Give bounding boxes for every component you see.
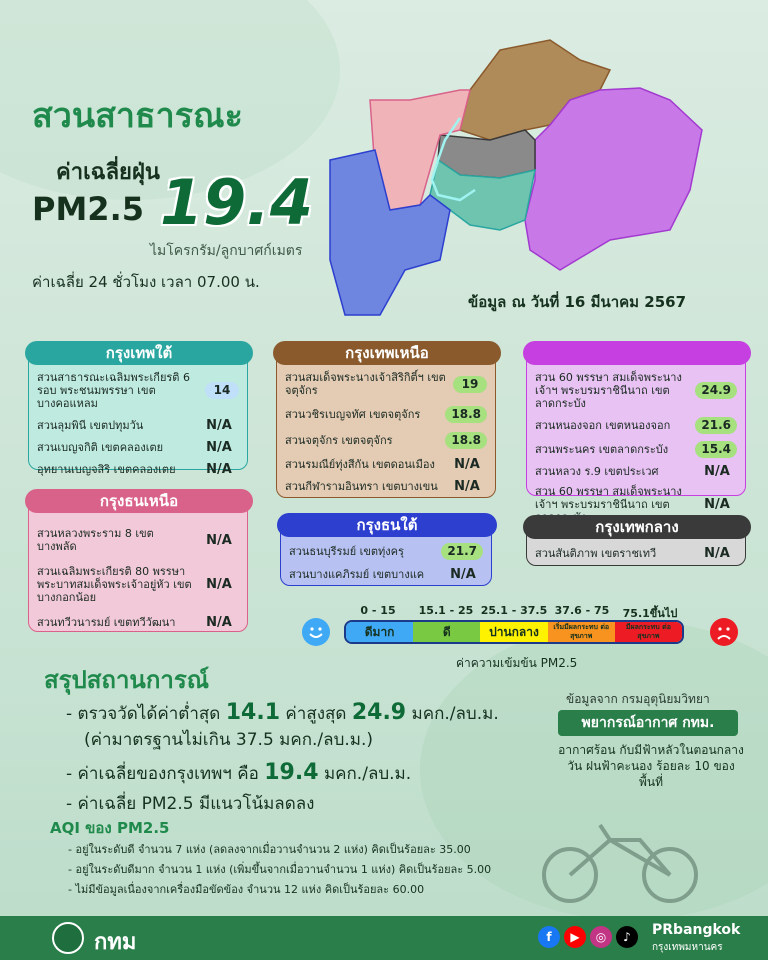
aqi-line: - ไม่มีข้อมูลเนื่องจากเครื่องมือขัดข้อง จำนวน 12 แห่ง คิดเป็นร้อยละ 60.00 <box>68 883 425 896</box>
panel-south <box>28 344 248 477</box>
unit-label: ไมโครกรัม/ลูกบาศก์เมตร <box>150 243 303 259</box>
panel-title: กรุงเทพเหนือ <box>273 341 501 365</box>
panel-north <box>276 344 496 498</box>
list-item <box>37 616 239 629</box>
panel-east <box>526 350 746 512</box>
summary-avg: 19.4 <box>264 760 319 785</box>
list-item <box>289 543 483 560</box>
list-item <box>285 432 487 449</box>
weather-title: พยากรณ์อากาศ กทม. <box>558 710 738 736</box>
park-name: สวน 60 พรรษา สมเด็จพระนางเจ้าฯ พระบรมราชินีนาถ เขตลาดกระบัง <box>535 371 682 410</box>
pm-average-value: 19.4 <box>160 166 313 239</box>
scale-range: 75.1ขึ้นไป <box>622 607 678 620</box>
scale-level: เริ่มมีผลกระทบ ต่อสุขภาพ <box>548 622 615 642</box>
summary-min: 14.1 <box>225 700 280 725</box>
park-value: N/A <box>206 615 232 630</box>
pm-scale-bar <box>344 620 684 644</box>
bangkok-district-map <box>310 30 720 320</box>
list-item <box>535 465 737 478</box>
park-name: สวนลุมพินี เขตปทุมวัน <box>37 419 144 432</box>
sad-face-icon <box>710 618 738 646</box>
park-value: N/A <box>206 532 232 548</box>
tiktok-icon[interactable]: ♪ <box>616 926 638 948</box>
scale-range: 37.6 - 75 <box>554 604 610 617</box>
summary-text: - ค่าเฉลี่ยของกรุงเทพฯ คือ <box>66 764 259 784</box>
park-name: สวนสาธารณะเฉลิมพระเกียรติ 6 รอบ พระชนมพรรษา เขตบางคอแหลม <box>37 371 190 410</box>
park-value: N/A <box>454 457 480 472</box>
park-name: สวนทวีวนารมย์ เขตทวีวัฒนา <box>37 616 176 629</box>
scale-range: 25.1 - 37.5 <box>480 604 548 617</box>
youtube-icon[interactable]: ▶ <box>564 926 586 948</box>
list-item <box>289 568 483 581</box>
scale-range: 0 - 15 <box>360 604 396 617</box>
list-item <box>37 463 239 476</box>
park-name: สวนหนองจอก เขตหนองจอก <box>535 419 671 432</box>
panel-title: กรุงเทพใต้ <box>25 341 253 365</box>
list-item <box>37 441 239 454</box>
panel-thonburi-north <box>28 492 248 632</box>
park-value: N/A <box>450 567 476 582</box>
list-item <box>37 565 239 604</box>
facebook-icon[interactable]: f <box>538 926 560 948</box>
park-name: สวนกีฬารามอินทรา เขตบางเขน <box>285 480 438 493</box>
park-value: N/A <box>206 577 232 592</box>
summary-line-1 <box>66 700 499 727</box>
park-value: N/A <box>704 497 730 512</box>
park-value: N/A <box>206 462 232 477</box>
pr-subtitle: กรุงเทพมหานคร <box>652 942 723 953</box>
list-item <box>535 417 737 434</box>
list-item <box>285 458 487 471</box>
park-value: N/A <box>704 464 730 479</box>
happy-face-icon <box>302 618 330 646</box>
summary-unit: มคก./ลบ.ม. <box>323 764 412 784</box>
park-value: N/A <box>206 418 232 433</box>
list-item <box>285 480 487 493</box>
park-value: N/A <box>704 546 730 561</box>
park-value: 15.4 <box>695 441 737 458</box>
panel-title <box>523 341 751 365</box>
list-item <box>535 371 737 410</box>
scale-caption: ค่าความเข้มข้น PM2.5 <box>456 656 578 670</box>
summary-text: - ตรวจวัดได้ค่าต่ำสุด <box>66 704 221 724</box>
park-name: สวนหลวงพระราม 8 เขตบางพลัด <box>37 527 154 553</box>
aqi-line: - อยู่ในระดับดี จำนวน 7 แห่ง (ลดลงจากเมื่อวานจำนวน 2 แห่ง) คิดเป็นร้อยละ 35.00 <box>68 843 471 856</box>
park-name: สวนจตุจักร เขตจตุจักร <box>285 434 393 447</box>
park-name: สวนสมเด็จพระนางเจ้าสิริกิติ์ฯ เขตจตุจักร <box>285 371 446 397</box>
park-value: N/A <box>206 440 232 455</box>
summary-text: ค่าสูงสุด <box>285 704 347 724</box>
park-value: N/A <box>454 479 480 494</box>
park-name: สวนเฉลิมพระเกียรติ 80 พรรษา พระบาทสมเด็จพระเจ้าอยู่หัว เขตบางกอกน้อย <box>37 565 192 604</box>
summary-standard: (ค่ามาตรฐานไม่เกิน 37.5 มคก./ลบ.ม.) <box>84 730 374 750</box>
list-item <box>535 547 737 560</box>
scale-level: มีผลกระทบ ต่อสุขภาพ <box>615 622 682 642</box>
park-value: 19 <box>453 376 487 393</box>
park-value: 18.8 <box>445 432 487 449</box>
pr-name: PRbangkok <box>652 922 741 938</box>
summary-line-3: - ค่าเฉลี่ย PM2.5 มีแนวโน้มลดลง <box>66 794 315 814</box>
bicycle-illustration <box>520 780 720 910</box>
summary-title: สรุปสถานการณ์ <box>44 666 209 694</box>
summary-max: 24.9 <box>351 700 407 725</box>
list-item <box>535 441 737 458</box>
pm-label: PM2.5 <box>32 190 144 228</box>
park-name: สวนพระนคร เขตลาดกระบัง <box>535 443 669 456</box>
aqi-title: AQI ของ PM2.5 <box>50 819 170 837</box>
park-name: อุทยานเบญจสิริ เขตคลองเตย <box>37 463 176 476</box>
average-time: ค่าเฉลี่ย 24 ชั่วโมง เวลา 07.00 น. <box>32 273 260 291</box>
park-name: สวนวชิรเบญจทัศ เขตจตุจักร <box>285 408 421 421</box>
scale-level: ดี <box>413 622 480 642</box>
weather-source: ข้อมูลจาก กรมอุตุนิยมวิทยา <box>566 692 710 706</box>
scale-range: 15.1 - 25 <box>418 604 474 617</box>
list-item <box>285 406 487 423</box>
page-title: สวนสาธารณะ <box>32 96 243 136</box>
park-name: สวนเบญจกิติ เขตคลองเตย <box>37 441 164 454</box>
page-subtitle: ค่าเฉลี่ยฝุ่น <box>56 160 160 185</box>
park-value: 14 <box>205 382 239 399</box>
list-item <box>37 419 239 432</box>
park-name: สวนสันติภาพ เขตราชเทวี <box>535 547 657 560</box>
bma-logo-icon <box>52 922 84 954</box>
footer-brand: กทม <box>94 930 137 955</box>
park-value: 18.8 <box>445 406 487 423</box>
panel-central <box>526 518 746 566</box>
park-name: สวนรมณีย์ทุ่งสีกัน เขตดอนเมือง <box>285 458 435 471</box>
park-name: สวนบางแคภิรมย์ เขตบางแค <box>289 568 425 581</box>
panel-thonburi-south <box>280 516 492 586</box>
summary-line-2 <box>66 760 411 787</box>
panel-title: กรุงธนเหนือ <box>25 489 253 513</box>
aqi-line: - อยู่ในระดับดีมาก จำนวน 1 แห่ง (เพิ่มขึ้นจากเมื่อวานจำนวน 1 แห่ง) คิดเป็นร้อยละ 5.00 <box>68 863 492 876</box>
park-value: 21.6 <box>695 417 737 434</box>
park-name: สวนธนบุรีรมย์ เขตทุ่งครุ <box>289 545 404 558</box>
panel-title: กรุงธนใต้ <box>277 513 497 537</box>
scale-level: ดีมาก <box>346 622 413 642</box>
summary-unit: มคก./ลบ.ม. <box>411 704 499 724</box>
weather-text: อากาศร้อน กับมีฟ้าหลัวในตอนกลางวัน ฝนฟ้าคะนอง ร้อยละ 10 ของพื้นที่ <box>558 743 744 789</box>
list-item <box>37 527 239 553</box>
park-value: 24.9 <box>695 382 737 399</box>
park-name: สวนหลวง ร.9 เขตประเวศ <box>535 465 659 478</box>
panel-title: กรุงเทพกลาง <box>523 515 751 539</box>
park-name: สวน 60 พรรษา สมเด็จพระนางเจ้าฯ พระบรมราชินีนาถ เขต <box>535 485 682 511</box>
instagram-icon[interactable]: ◎ <box>590 926 612 948</box>
park-value: 21.7 <box>441 543 483 560</box>
list-item <box>285 371 487 397</box>
data-date: ข้อมูล ณ วันที่ 16 มีนาคม 2567 <box>468 293 687 311</box>
scale-level: ปานกลาง <box>480 622 547 642</box>
list-item <box>37 371 239 410</box>
